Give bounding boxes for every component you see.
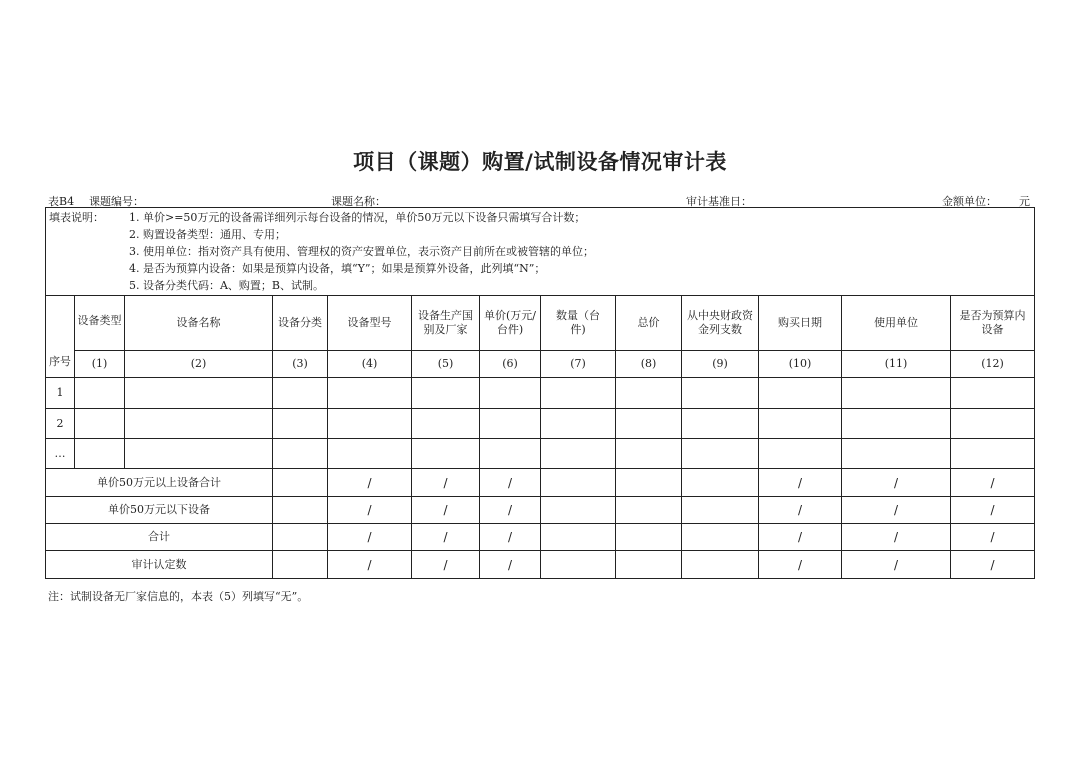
header-total-price: 总价 bbox=[616, 296, 682, 351]
project-number-label: 课题编号： bbox=[89, 195, 144, 208]
table-number: 表B4 bbox=[48, 195, 75, 208]
slash-mark: / bbox=[842, 497, 951, 524]
summary-label: 单价50万元以下设备 bbox=[46, 497, 273, 524]
column-code: (4) bbox=[328, 351, 412, 378]
column-code-row bbox=[46, 351, 1035, 378]
column-code: (2) bbox=[125, 351, 273, 378]
note-item: 4. 是否为预算内设备：如果是预算内设备，填“Y”；如果是预算外设备，此列填“N”； bbox=[129, 262, 546, 275]
slash-mark: / bbox=[759, 469, 842, 497]
slash-mark: / bbox=[328, 469, 412, 497]
slash-mark: / bbox=[951, 497, 1035, 524]
header-central-funds: 从中央财政资金列支数 bbox=[682, 296, 759, 351]
column-code: (1) bbox=[75, 351, 125, 378]
table-row bbox=[46, 439, 1035, 469]
header-unit-price: 单价(万元/台件) bbox=[480, 296, 541, 351]
note-item: 1. 单价>=50万元的设备需详细列示每台设备的情况，单价50万元以下设备只需填写合计数； bbox=[129, 211, 586, 224]
header-equipment-name: 设备名称 bbox=[125, 296, 273, 351]
slash-mark: / bbox=[951, 551, 1035, 579]
slash-mark: / bbox=[412, 551, 480, 579]
slash-mark: / bbox=[759, 551, 842, 579]
notes-cell bbox=[46, 208, 1035, 296]
column-code: (11) bbox=[842, 351, 951, 378]
slash-mark: / bbox=[480, 551, 541, 579]
header-purchase-date: 购买日期 bbox=[759, 296, 842, 351]
column-code: (9) bbox=[682, 351, 759, 378]
page-title: 项目（课题）购置/试制设备情况审计表 bbox=[353, 150, 727, 174]
slash-mark: / bbox=[951, 469, 1035, 497]
slash-mark: / bbox=[951, 524, 1035, 551]
header-manufacturer: 设备生产国别及厂家 bbox=[412, 296, 480, 351]
summary-label: 审计认定数 bbox=[46, 551, 273, 579]
note-item: 2. 购置设备类型：通用、专用； bbox=[129, 228, 286, 241]
slash-mark: / bbox=[759, 524, 842, 551]
slash-mark: / bbox=[328, 524, 412, 551]
header-equipment-model: 设备型号 bbox=[328, 296, 412, 351]
slash-mark: / bbox=[759, 497, 842, 524]
summary-label: 合计 bbox=[46, 524, 273, 551]
table-row bbox=[46, 378, 1035, 409]
footnote: 注：试制设备无厂家信息的，本表（5）列填写“无”。 bbox=[48, 590, 309, 603]
summary-row bbox=[46, 497, 1035, 524]
notes-label: 填表说明： bbox=[49, 211, 104, 224]
currency-unit-value: 元 bbox=[1019, 195, 1030, 208]
row-seq: … bbox=[46, 439, 75, 469]
header-equipment-type: 设备类型 bbox=[75, 296, 125, 351]
header-equipment-category: 设备分类 bbox=[273, 296, 328, 351]
summary-row bbox=[46, 524, 1035, 551]
equipment-audit-table bbox=[45, 207, 1035, 579]
header-user-unit: 使用单位 bbox=[842, 296, 951, 351]
header-row bbox=[46, 296, 1035, 351]
header-quantity: 数量（台件) bbox=[541, 296, 616, 351]
summary-label: 单价50万元以上设备合计 bbox=[46, 469, 273, 497]
table-row bbox=[46, 409, 1035, 439]
column-code: (12) bbox=[951, 351, 1035, 378]
note-item: 5. 设备分类代码：A、购置；B、试制。 bbox=[129, 279, 325, 292]
slash-mark: / bbox=[328, 497, 412, 524]
currency-unit-label: 金额单位： bbox=[942, 195, 997, 208]
audit-date-label: 审计基准日： bbox=[686, 195, 752, 208]
column-code: (7) bbox=[541, 351, 616, 378]
slash-mark: / bbox=[842, 469, 951, 497]
notes-row bbox=[46, 208, 1035, 296]
slash-mark: / bbox=[412, 469, 480, 497]
column-code: (6) bbox=[480, 351, 541, 378]
slash-mark: / bbox=[842, 551, 951, 579]
project-name-label: 课题名称： bbox=[331, 195, 386, 208]
slash-mark: / bbox=[328, 551, 412, 579]
column-code: (5) bbox=[412, 351, 480, 378]
slash-mark: / bbox=[412, 497, 480, 524]
column-code: (8) bbox=[616, 351, 682, 378]
header-in-budget: 是否为预算内设备 bbox=[951, 296, 1035, 351]
slash-mark: / bbox=[480, 469, 541, 497]
header-seq: 序号 bbox=[46, 296, 75, 378]
summary-row bbox=[46, 551, 1035, 579]
summary-row bbox=[46, 469, 1035, 497]
column-code: (3) bbox=[273, 351, 328, 378]
row-seq: 2 bbox=[46, 409, 75, 439]
slash-mark: / bbox=[480, 524, 541, 551]
note-item: 3. 使用单位：指对资产具有使用、管理权的资产安置单位，表示资产目前所在或被管辖的单位； bbox=[129, 245, 594, 258]
column-code: (10) bbox=[759, 351, 842, 378]
slash-mark: / bbox=[842, 524, 951, 551]
slash-mark: / bbox=[480, 497, 541, 524]
slash-mark: / bbox=[412, 524, 480, 551]
notes-list bbox=[129, 209, 1031, 294]
row-seq: 1 bbox=[46, 378, 75, 409]
